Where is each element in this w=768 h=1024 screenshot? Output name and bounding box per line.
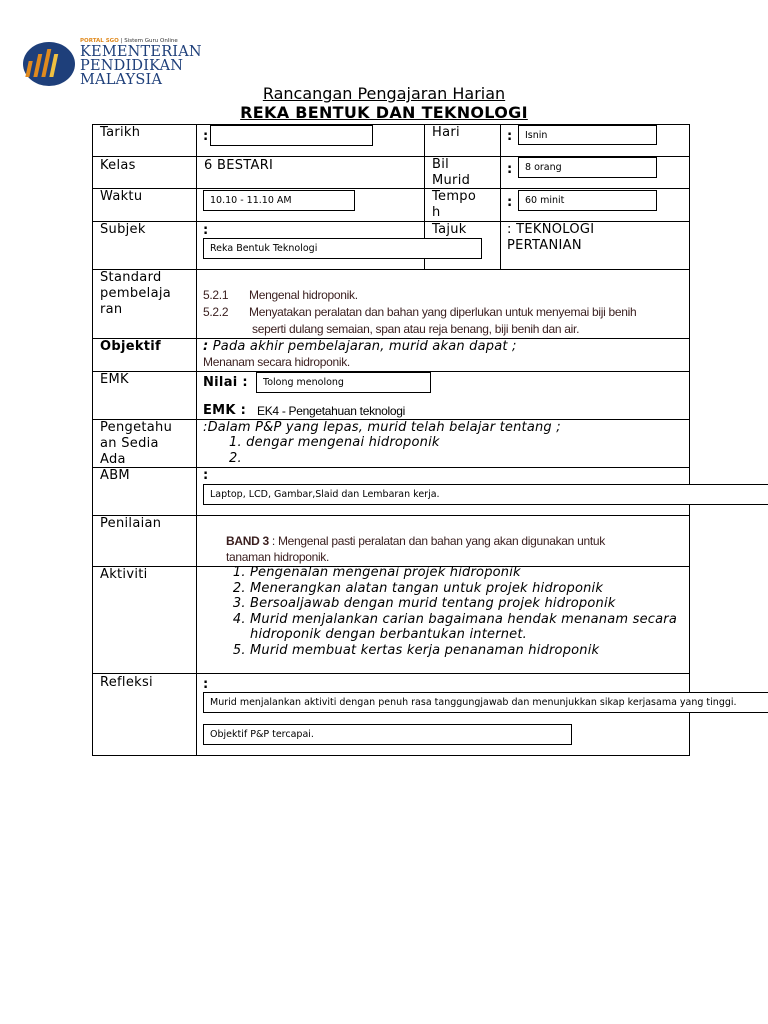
label-objektif: Objektif [100,339,162,354]
row-divider [92,467,690,468]
label-standard-pembelajaran: Standard pembelaja ran [100,270,172,317]
page-title: Rancangan Pengajaran Harian [262,84,506,103]
kelas-value: 6 BESTARI [204,158,274,173]
colon: : [507,162,513,177]
column-divider [196,124,197,756]
pengetahuan-item-2: 2. [229,451,242,466]
label-aktiviti: Aktiviti [100,567,148,582]
penilaian-text: BAND 3 : Mengenal pasti peralatan dan bahan yang akan digunakan untuk [226,534,605,548]
ministry-logo-emblem [22,41,76,87]
pengetahuan-intro: :Dalam P&P yang lepas, murid telah belajar tentang ; [203,420,561,435]
row-divider [92,188,690,189]
label-emk: EMK [100,372,129,387]
label-pengetahuan-sedia-ada: Pengetahu an Sedia Ada [100,420,173,467]
list-item: 2. Menerangkan alatan tangan untuk projek hidroponik [250,581,700,597]
objektif-intro: : Pada akhir pembelajaran, murid akan dapat ; [203,339,517,354]
row-divider [92,269,690,270]
colon: : [203,677,209,692]
label-hari: Hari [432,125,460,140]
colon: : [203,468,209,483]
pengetahuan-item-1: 1. dengar mengenai hidroponik [229,435,440,450]
waktu-field[interactable]: 10.10 - 11.10 AM [203,190,355,211]
standard-text-2-cont: seperti dulang semaian, span atau reja benang, biji benih dan air. [252,322,580,336]
list-item: 1. Pengenalan mengenai projek hidroponik [250,565,700,581]
colon: : [507,129,513,144]
row-divider [92,515,690,516]
label-waktu: Waktu [100,189,143,204]
tajuk-value: : TEKNOLOGI PERTANIAN [507,222,595,253]
label-tempoh: Tempo h [432,189,477,220]
tarikh-field[interactable] [210,125,373,146]
label-abm: ABM [100,468,130,483]
row-divider [92,673,690,674]
emk-value: EK4 - Pengetahuan teknologi [257,404,406,418]
refleksi-field-1[interactable]: Murid menjalankan aktiviti dengan penuh rasa tanggungjawab dan menunjukkan sikap kerjasama yang tinggi. [203,692,768,713]
list-item: 4. Murid menjalankan carian bagaimana hendak menanam secara hidroponik dengan berbantukan internet. [250,612,700,643]
bil-murid-field[interactable]: 8 orang [518,157,657,178]
label-kelas: Kelas [100,158,136,173]
logo-tagline: PORTAL SGO | Sistem Guru Online [80,38,178,44]
column-divider [500,124,501,269]
colon: : [507,195,513,210]
standard-code-1: 5.2.1 [203,288,229,302]
label-tarikh: Tarikh [100,125,141,140]
abm-field[interactable]: Laptop, LCD, Gambar,Slaid dan Lembaran kerja. [203,484,768,505]
label-bil-murid: Bil Murid [432,157,471,188]
label-subjek: Subjek [100,222,146,237]
subjek-field[interactable]: Reka Bentuk Teknologi [203,238,482,259]
hari-field[interactable]: Isnin [518,125,657,145]
nilai-label: Nilai : [203,375,248,390]
nilai-field[interactable]: Tolong menolong [256,372,431,393]
aktiviti-list [204,565,700,658]
tempoh-field[interactable]: 60 minit [518,190,657,211]
row-divider [92,221,690,222]
standard-text-2: Menyatakan peralatan dan bahan yang diperlukan untuk menyemai biji benih [249,305,637,319]
refleksi-field-2[interactable]: Objektif P&P tercapai. [203,724,572,745]
label-refleksi: Refleksi [100,675,153,690]
list-item: 3. Bersoaljawab dengan murid tentang projek hidroponik [250,596,700,612]
page-subtitle: REKA BENTUK DAN TEKNOLOGI [240,103,528,122]
penilaian-text-cont: tanaman hidroponik. [226,550,330,564]
label-penilaian: Penilaian [100,516,162,531]
emk-label: EMK : [203,403,247,418]
colon: : [203,223,209,238]
list-item: 5. Murid membuat kertas kerja penanaman hidroponik [250,643,700,659]
label-tajuk: Tajuk [432,222,467,237]
logo-wordmark: KEMENTERIAN PENDIDIKAN MALAYSIA [80,44,202,88]
standard-code-2: 5.2.2 [203,305,229,319]
objektif-text: Menanam secara hidroponik. [203,355,350,369]
standard-text-1: Mengenal hidroponik. [249,288,358,302]
colon: : [203,129,209,144]
